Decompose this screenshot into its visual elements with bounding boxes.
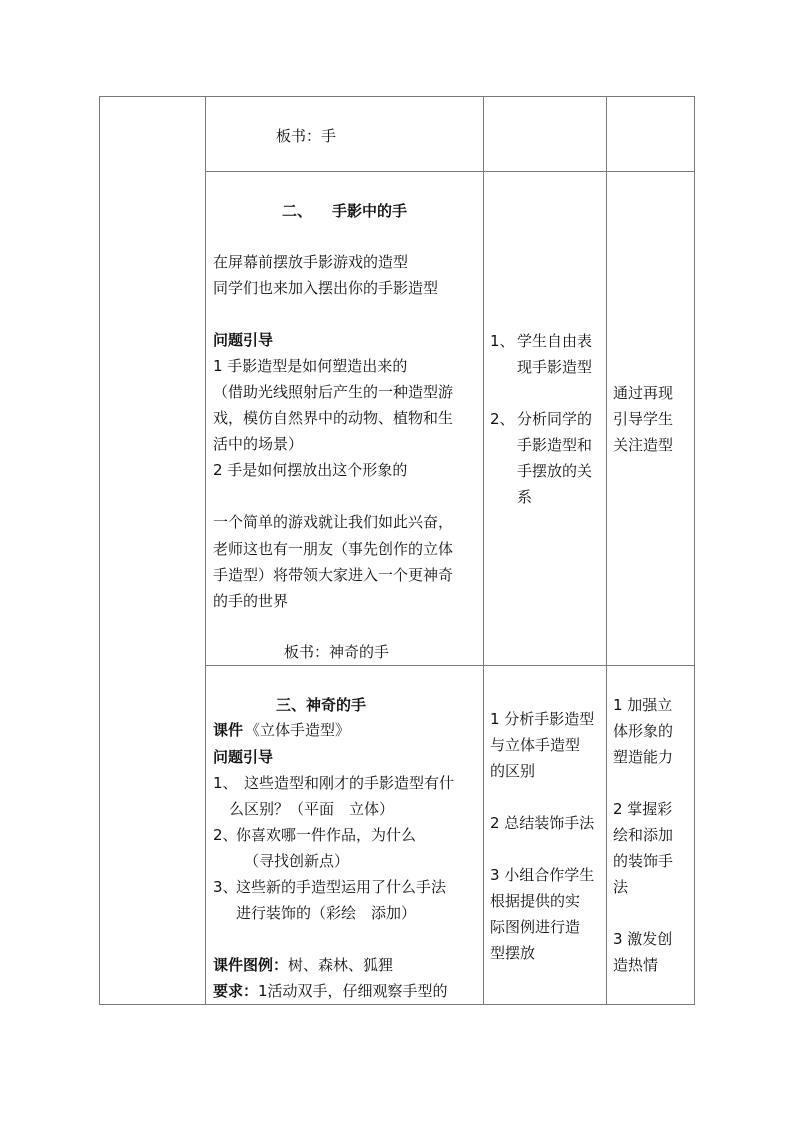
column-divider-3	[606, 96, 607, 1005]
student-activity-number: 1、	[490, 332, 515, 350]
question-item-line: 这些造型和刚才的手影造型有什	[244, 774, 455, 792]
requirement-text: 1活动双手，仔细观察手型的	[258, 982, 448, 1000]
design-purpose-line: 关注造型	[613, 436, 674, 454]
question-item-number: 2、	[213, 826, 238, 844]
teacher-paragraph-line: 老师这也有一朋友（事先创作的立体	[213, 540, 454, 558]
student-activity-line: 现手影造型	[517, 358, 593, 376]
section-three-title: 三、神奇的手	[276, 696, 367, 714]
column-divider-1	[205, 96, 206, 1005]
question-one-note: （借助光线照射后产生的一种造型游	[213, 383, 454, 401]
question-guide-title: 问题引导	[213, 748, 274, 766]
table-border-right	[694, 96, 695, 1005]
student-activity-line: 1 分析手影造型	[490, 710, 595, 728]
student-activity-line: 系	[517, 488, 533, 506]
table-border-left	[99, 96, 100, 1005]
question-item-line: 你喜欢哪一件作品，为什么	[236, 826, 417, 844]
courseware-title: 《立体手造型》	[245, 721, 351, 739]
section-two-number: 二、	[282, 202, 313, 220]
design-purpose-line: 造热情	[613, 956, 659, 974]
courseware-label: 课件	[213, 721, 244, 739]
courseware-example-text: 树、森林、狐狸	[288, 956, 394, 974]
student-activity-line: 学生自由表	[517, 332, 593, 350]
student-activity-line: 3 小组合作学生	[490, 866, 595, 884]
question-guide-title: 问题引导	[213, 331, 274, 349]
design-purpose-line: 体形象的	[613, 722, 674, 740]
column-divider-2	[483, 96, 484, 1005]
teacher-line: 同学们也来加入摆出你的手影造型	[213, 279, 439, 297]
design-purpose-line: 2 掌握彩	[613, 800, 673, 818]
question-one-note: 戏，模仿自然界中的动物、植物和生	[213, 409, 454, 427]
board-note-hand: 板书：手	[276, 127, 337, 145]
courseware-example-label: 课件图例：	[213, 956, 289, 974]
student-activity-line: 根据提供的实	[490, 892, 581, 910]
row-divider-2	[205, 665, 695, 666]
question-item-line: （寻找创新点）	[244, 852, 350, 870]
design-purpose-line: 法	[613, 878, 629, 896]
board-note-magic-hand: 板书：神奇的手	[284, 643, 390, 661]
student-activity-line: 手影造型和	[517, 436, 593, 454]
design-purpose-line: 引导学生	[613, 410, 674, 428]
requirement-label: 要求：	[213, 982, 259, 1000]
student-activity-number: 2、	[490, 410, 515, 428]
student-activity-line: 的区别	[490, 762, 536, 780]
question-item-number: 1、	[213, 774, 238, 792]
design-purpose-line: 3 激发创	[613, 930, 673, 948]
design-purpose-line: 绘和添加	[613, 826, 674, 844]
question-item-line: 进行装饰的（彩绘 添加）	[236, 904, 417, 922]
student-activity-line: 分析同学的	[517, 410, 593, 428]
question-item-number: 3、	[213, 878, 238, 896]
question-one-note: 活中的场景）	[213, 435, 304, 453]
question-item-line: 这些新的手造型运用了什么手法	[236, 878, 447, 896]
section-two-title: 手影中的手	[332, 202, 408, 220]
question-two: 2 手是如何摆放出这个形象的	[213, 461, 408, 479]
row-divider-1	[205, 171, 695, 172]
question-one: 1 手影造型是如何塑造出来的	[213, 357, 408, 375]
question-item-line: 么区别？（平面 立体）	[229, 800, 395, 818]
student-activity-line: 与立体手造型	[490, 736, 581, 754]
teacher-paragraph-line: 的手的世界	[213, 592, 289, 610]
student-activity-line: 手摆放的关	[517, 462, 593, 480]
teacher-line: 在屏幕前摆放手影游戏的造型	[213, 253, 409, 271]
design-purpose-line: 1 加强立	[613, 696, 673, 714]
student-activity-line: 型摆放	[490, 944, 536, 962]
teacher-paragraph-line: 一个简单的游戏就让我们如此兴奋，	[213, 513, 454, 531]
teacher-paragraph-line: 手造型）将带领大家进入一个更神奇	[213, 566, 454, 584]
design-purpose-line: 通过再现	[613, 384, 674, 402]
design-purpose-line: 的装饰手	[613, 852, 674, 870]
design-purpose-line: 塑造能力	[613, 748, 674, 766]
student-activity-line: 2 总结装饰手法	[490, 814, 595, 832]
student-activity-line: 际图例进行造	[490, 918, 581, 936]
